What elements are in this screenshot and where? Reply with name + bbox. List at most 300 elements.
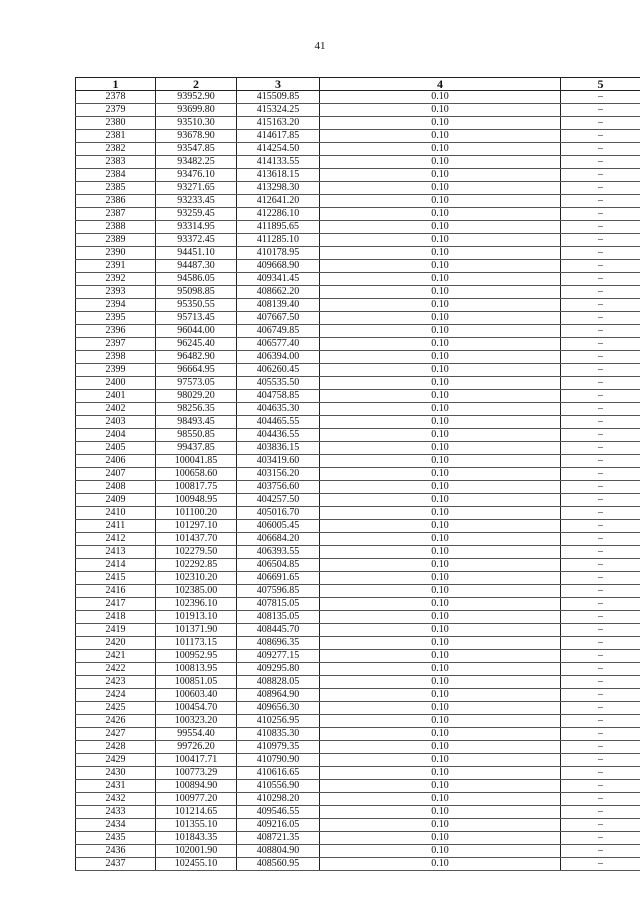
cell-value: 0.10 <box>320 130 561 143</box>
cell-note: – <box>561 845 640 858</box>
cell-note: – <box>561 507 640 520</box>
cell-value: 0.10 <box>320 533 561 546</box>
cell-y-coordinate: 406684.20 <box>237 533 320 546</box>
cell-value: 0.10 <box>320 247 561 260</box>
cell-value: 0.10 <box>320 572 561 585</box>
cell-x-coordinate: 100658.60 <box>156 468 237 481</box>
cell-value: 0.10 <box>320 494 561 507</box>
table-row <box>76 741 640 754</box>
cell-point-number: 2413 <box>76 546 156 559</box>
cell-note: – <box>561 494 640 507</box>
cell-point-number: 2405 <box>76 442 156 455</box>
cell-value: 0.10 <box>320 832 561 845</box>
cell-value: 0.10 <box>320 845 561 858</box>
cell-y-coordinate: 405535.50 <box>237 377 320 390</box>
cell-value: 0.10 <box>320 468 561 481</box>
cell-value: 0.10 <box>320 598 561 611</box>
cell-y-coordinate: 408696.35 <box>237 637 320 650</box>
cell-note: – <box>561 156 640 169</box>
cell-y-coordinate: 409295.80 <box>237 663 320 676</box>
cell-value: 0.10 <box>320 286 561 299</box>
cell-point-number: 2393 <box>76 286 156 299</box>
cell-point-number: 2424 <box>76 689 156 702</box>
cell-note: – <box>561 715 640 728</box>
cell-y-coordinate: 409341.45 <box>237 273 320 286</box>
cell-note: – <box>561 819 640 832</box>
cell-point-number: 2430 <box>76 767 156 780</box>
cell-note: – <box>561 650 640 663</box>
cell-point-number: 2411 <box>76 520 156 533</box>
cell-x-coordinate: 102455.10 <box>156 858 237 871</box>
cell-point-number: 2418 <box>76 611 156 624</box>
table-row <box>76 169 640 182</box>
cell-y-coordinate: 412641.20 <box>237 195 320 208</box>
header-col-4: 4 <box>320 78 561 91</box>
table-row <box>76 585 640 598</box>
cell-point-number: 2429 <box>76 754 156 767</box>
cell-point-number: 2382 <box>76 143 156 156</box>
cell-value: 0.10 <box>320 741 561 754</box>
table-row <box>76 260 640 273</box>
cell-y-coordinate: 408828.05 <box>237 676 320 689</box>
cell-value: 0.10 <box>320 104 561 117</box>
table-row <box>76 455 640 468</box>
table-row <box>76 559 640 572</box>
cell-note: – <box>561 338 640 351</box>
table-row <box>76 624 640 637</box>
cell-note: – <box>561 702 640 715</box>
table-row <box>76 364 640 377</box>
cell-point-number: 2389 <box>76 234 156 247</box>
cell-point-number: 2427 <box>76 728 156 741</box>
table-row <box>76 286 640 299</box>
cell-y-coordinate: 408662.20 <box>237 286 320 299</box>
cell-value: 0.10 <box>320 689 561 702</box>
cell-point-number: 2391 <box>76 260 156 273</box>
cell-x-coordinate: 93372.45 <box>156 234 237 247</box>
cell-x-coordinate: 96044.00 <box>156 325 237 338</box>
cell-note: – <box>561 468 640 481</box>
cell-value: 0.10 <box>320 780 561 793</box>
cell-y-coordinate: 408964.90 <box>237 689 320 702</box>
cell-x-coordinate: 100948.95 <box>156 494 237 507</box>
cell-y-coordinate: 407667.50 <box>237 312 320 325</box>
cell-note: – <box>561 312 640 325</box>
cell-point-number: 2414 <box>76 559 156 572</box>
cell-point-number: 2416 <box>76 585 156 598</box>
cell-note: – <box>561 559 640 572</box>
cell-x-coordinate: 95713.45 <box>156 312 237 325</box>
page-number: 41 <box>314 40 326 52</box>
cell-y-coordinate: 409216.05 <box>237 819 320 832</box>
cell-value: 0.10 <box>320 429 561 442</box>
table-row <box>76 117 640 130</box>
header-row <box>76 78 640 91</box>
cell-y-coordinate: 409656.30 <box>237 702 320 715</box>
cell-y-coordinate: 408445.70 <box>237 624 320 637</box>
cell-point-number: 2395 <box>76 312 156 325</box>
table-row <box>76 611 640 624</box>
cell-note: – <box>561 689 640 702</box>
cell-note: – <box>561 208 640 221</box>
table-row <box>76 247 640 260</box>
table-row <box>76 221 640 234</box>
cell-x-coordinate: 102001.90 <box>156 845 237 858</box>
cell-note: – <box>561 611 640 624</box>
cell-y-coordinate: 411285.10 <box>237 234 320 247</box>
table-row <box>76 572 640 585</box>
table-body <box>76 91 640 871</box>
table-row <box>76 663 640 676</box>
cell-value: 0.10 <box>320 143 561 156</box>
cell-x-coordinate: 95098.85 <box>156 286 237 299</box>
cell-note: – <box>561 91 640 104</box>
cell-note: – <box>561 403 640 416</box>
table-row <box>76 689 640 702</box>
cell-x-coordinate: 100977.20 <box>156 793 237 806</box>
cell-x-coordinate: 102396.10 <box>156 598 237 611</box>
cell-y-coordinate: 403836.15 <box>237 442 320 455</box>
cell-point-number: 2433 <box>76 806 156 819</box>
cell-value: 0.10 <box>320 611 561 624</box>
cell-value: 0.10 <box>320 767 561 780</box>
table-row <box>76 312 640 325</box>
cell-value: 0.10 <box>320 507 561 520</box>
cell-y-coordinate: 406691.65 <box>237 572 320 585</box>
cell-value: 0.10 <box>320 169 561 182</box>
table-header <box>76 78 640 91</box>
cell-y-coordinate: 406005.45 <box>237 520 320 533</box>
cell-note: – <box>561 572 640 585</box>
cell-x-coordinate: 100041.85 <box>156 455 237 468</box>
cell-x-coordinate: 100851.05 <box>156 676 237 689</box>
cell-point-number: 2403 <box>76 416 156 429</box>
cell-y-coordinate: 415509.85 <box>237 91 320 104</box>
cell-value: 0.10 <box>320 637 561 650</box>
cell-y-coordinate: 409546.55 <box>237 806 320 819</box>
cell-value: 0.10 <box>320 754 561 767</box>
cell-y-coordinate: 406577.40 <box>237 338 320 351</box>
cell-x-coordinate: 93952.90 <box>156 91 237 104</box>
cell-x-coordinate: 96245.40 <box>156 338 237 351</box>
cell-y-coordinate: 404436.55 <box>237 429 320 442</box>
cell-x-coordinate: 101355.10 <box>156 819 237 832</box>
cell-point-number: 2381 <box>76 130 156 143</box>
table-row <box>76 143 640 156</box>
cell-note: – <box>561 325 640 338</box>
table-row <box>76 104 640 117</box>
cell-x-coordinate: 100773.29 <box>156 767 237 780</box>
cell-value: 0.10 <box>320 442 561 455</box>
cell-y-coordinate: 403756.60 <box>237 481 320 494</box>
cell-x-coordinate: 101173.15 <box>156 637 237 650</box>
cell-point-number: 2434 <box>76 819 156 832</box>
cell-x-coordinate: 93699.80 <box>156 104 237 117</box>
cell-note: – <box>561 754 640 767</box>
cell-y-coordinate: 406749.85 <box>237 325 320 338</box>
cell-y-coordinate: 406260.45 <box>237 364 320 377</box>
cell-y-coordinate: 404758.85 <box>237 390 320 403</box>
cell-note: – <box>561 117 640 130</box>
cell-y-coordinate: 404257.50 <box>237 494 320 507</box>
cell-y-coordinate: 403156.20 <box>237 468 320 481</box>
cell-y-coordinate: 408139.40 <box>237 299 320 312</box>
cell-point-number: 2436 <box>76 845 156 858</box>
cell-value: 0.10 <box>320 117 561 130</box>
table-row <box>76 91 640 104</box>
cell-value: 0.10 <box>320 585 561 598</box>
table-row <box>76 676 640 689</box>
cell-value: 0.10 <box>320 390 561 403</box>
cell-y-coordinate: 410790.90 <box>237 754 320 767</box>
table-row <box>76 208 640 221</box>
cell-value: 0.10 <box>320 806 561 819</box>
cell-point-number: 2420 <box>76 637 156 650</box>
table-row <box>76 767 640 780</box>
cell-value: 0.10 <box>320 234 561 247</box>
cell-point-number: 2386 <box>76 195 156 208</box>
cell-point-number: 2401 <box>76 390 156 403</box>
cell-value: 0.10 <box>320 676 561 689</box>
cell-y-coordinate: 406394.00 <box>237 351 320 364</box>
cell-point-number: 2419 <box>76 624 156 637</box>
cell-point-number: 2396 <box>76 325 156 338</box>
cell-point-number: 2380 <box>76 117 156 130</box>
cell-x-coordinate: 102279.50 <box>156 546 237 559</box>
cell-point-number: 2383 <box>76 156 156 169</box>
cell-value: 0.10 <box>320 702 561 715</box>
cell-y-coordinate: 410298.20 <box>237 793 320 806</box>
cell-point-number: 2425 <box>76 702 156 715</box>
cell-x-coordinate: 101100.20 <box>156 507 237 520</box>
cell-note: – <box>561 273 640 286</box>
cell-point-number: 2384 <box>76 169 156 182</box>
cell-note: – <box>561 286 640 299</box>
cell-point-number: 2421 <box>76 650 156 663</box>
cell-note: – <box>561 663 640 676</box>
cell-point-number: 2407 <box>76 468 156 481</box>
table-row <box>76 533 640 546</box>
cell-x-coordinate: 100952.95 <box>156 650 237 663</box>
cell-x-coordinate: 99554.40 <box>156 728 237 741</box>
cell-y-coordinate: 408721.35 <box>237 832 320 845</box>
cell-point-number: 2388 <box>76 221 156 234</box>
cell-value: 0.10 <box>320 260 561 273</box>
cell-y-coordinate: 413298.30 <box>237 182 320 195</box>
cell-note: – <box>561 221 640 234</box>
cell-y-coordinate: 414254.50 <box>237 143 320 156</box>
cell-value: 0.10 <box>320 299 561 312</box>
cell-y-coordinate: 403419.60 <box>237 455 320 468</box>
cell-x-coordinate: 93314.95 <box>156 221 237 234</box>
cell-note: – <box>561 598 640 611</box>
cell-x-coordinate: 101214.65 <box>156 806 237 819</box>
cell-point-number: 2408 <box>76 481 156 494</box>
cell-note: – <box>561 377 640 390</box>
cell-point-number: 2385 <box>76 182 156 195</box>
cell-value: 0.10 <box>320 364 561 377</box>
cell-note: – <box>561 130 640 143</box>
table-row <box>76 702 640 715</box>
cell-x-coordinate: 93233.45 <box>156 195 237 208</box>
cell-note: – <box>561 832 640 845</box>
cell-x-coordinate: 99726.20 <box>156 741 237 754</box>
cell-point-number: 2398 <box>76 351 156 364</box>
table-row <box>76 858 640 871</box>
cell-point-number: 2378 <box>76 91 156 104</box>
cell-point-number: 2400 <box>76 377 156 390</box>
table-row <box>76 637 640 650</box>
cell-y-coordinate: 413618.15 <box>237 169 320 182</box>
table-row <box>76 728 640 741</box>
cell-x-coordinate: 93510.30 <box>156 117 237 130</box>
cell-x-coordinate: 98493.45 <box>156 416 237 429</box>
table-row <box>76 429 640 442</box>
cell-y-coordinate: 410556.90 <box>237 780 320 793</box>
cell-note: – <box>561 260 640 273</box>
cell-point-number: 2428 <box>76 741 156 754</box>
cell-value: 0.10 <box>320 416 561 429</box>
cell-x-coordinate: 102385.00 <box>156 585 237 598</box>
cell-point-number: 2412 <box>76 533 156 546</box>
cell-x-coordinate: 100894.90 <box>156 780 237 793</box>
cell-x-coordinate: 94487.30 <box>156 260 237 273</box>
cell-y-coordinate: 404465.55 <box>237 416 320 429</box>
cell-point-number: 2435 <box>76 832 156 845</box>
cell-point-number: 2415 <box>76 572 156 585</box>
cell-y-coordinate: 415324.25 <box>237 104 320 117</box>
cell-y-coordinate: 406504.85 <box>237 559 320 572</box>
cell-note: – <box>561 416 640 429</box>
cell-y-coordinate: 406393.55 <box>237 546 320 559</box>
cell-value: 0.10 <box>320 858 561 871</box>
cell-value: 0.10 <box>320 546 561 559</box>
cell-x-coordinate: 98550.85 <box>156 429 237 442</box>
cell-note: – <box>561 858 640 871</box>
header-col-2: 2 <box>156 78 237 91</box>
cell-note: – <box>561 793 640 806</box>
cell-value: 0.10 <box>320 377 561 390</box>
cell-note: – <box>561 143 640 156</box>
cell-note: – <box>561 585 640 598</box>
table-row <box>76 481 640 494</box>
cell-note: – <box>561 624 640 637</box>
cell-x-coordinate: 94451.10 <box>156 247 237 260</box>
table-row <box>76 182 640 195</box>
table-row <box>76 234 640 247</box>
table-row <box>76 715 640 728</box>
cell-note: – <box>561 546 640 559</box>
cell-y-coordinate: 404635.30 <box>237 403 320 416</box>
table-row <box>76 130 640 143</box>
cell-value: 0.10 <box>320 624 561 637</box>
cell-value: 0.10 <box>320 650 561 663</box>
cell-x-coordinate: 101371.90 <box>156 624 237 637</box>
table-row <box>76 156 640 169</box>
cell-x-coordinate: 93482.25 <box>156 156 237 169</box>
cell-y-coordinate: 410256.95 <box>237 715 320 728</box>
cell-value: 0.10 <box>320 559 561 572</box>
cell-x-coordinate: 96482.90 <box>156 351 237 364</box>
cell-point-number: 2431 <box>76 780 156 793</box>
cell-value: 0.10 <box>320 208 561 221</box>
cell-x-coordinate: 100817.75 <box>156 481 237 494</box>
cell-y-coordinate: 410178.95 <box>237 247 320 260</box>
cell-point-number: 2437 <box>76 858 156 871</box>
cell-note: – <box>561 351 640 364</box>
cell-value: 0.10 <box>320 403 561 416</box>
cell-value: 0.10 <box>320 338 561 351</box>
cell-point-number: 2392 <box>76 273 156 286</box>
table-row <box>76 520 640 533</box>
cell-y-coordinate: 412286.10 <box>237 208 320 221</box>
cell-y-coordinate: 407596.85 <box>237 585 320 598</box>
cell-x-coordinate: 102292.85 <box>156 559 237 572</box>
table-row <box>76 780 640 793</box>
table-row <box>76 754 640 767</box>
cell-y-coordinate: 410835.30 <box>237 728 320 741</box>
cell-y-coordinate: 408560.95 <box>237 858 320 871</box>
cell-x-coordinate: 93271.65 <box>156 182 237 195</box>
cell-point-number: 2422 <box>76 663 156 676</box>
cell-x-coordinate: 100603.40 <box>156 689 237 702</box>
cell-note: – <box>561 182 640 195</box>
cell-note: – <box>561 247 640 260</box>
cell-x-coordinate: 98029.20 <box>156 390 237 403</box>
cell-y-coordinate: 409277.15 <box>237 650 320 663</box>
cell-point-number: 2426 <box>76 715 156 728</box>
cell-y-coordinate: 410979.35 <box>237 741 320 754</box>
cell-value: 0.10 <box>320 520 561 533</box>
table-row <box>76 390 640 403</box>
cell-note: – <box>561 481 640 494</box>
header-col-1: 1 <box>76 78 156 91</box>
table-row <box>76 403 640 416</box>
cell-x-coordinate: 101437.70 <box>156 533 237 546</box>
cell-point-number: 2402 <box>76 403 156 416</box>
cell-point-number: 2387 <box>76 208 156 221</box>
cell-y-coordinate: 409668.90 <box>237 260 320 273</box>
table-row <box>76 598 640 611</box>
table-row <box>76 507 640 520</box>
cell-y-coordinate: 405016.70 <box>237 507 320 520</box>
table-row <box>76 273 640 286</box>
table-row <box>76 845 640 858</box>
cell-value: 0.10 <box>320 182 561 195</box>
cell-value: 0.10 <box>320 351 561 364</box>
cell-value: 0.10 <box>320 715 561 728</box>
coordinates-table <box>75 77 640 871</box>
cell-note: – <box>561 520 640 533</box>
cell-note: – <box>561 104 640 117</box>
table-row <box>76 806 640 819</box>
cell-point-number: 2409 <box>76 494 156 507</box>
cell-value: 0.10 <box>320 221 561 234</box>
cell-y-coordinate: 414617.85 <box>237 130 320 143</box>
cell-point-number: 2406 <box>76 455 156 468</box>
cell-value: 0.10 <box>320 455 561 468</box>
cell-note: – <box>561 780 640 793</box>
cell-point-number: 2379 <box>76 104 156 117</box>
cell-point-number: 2397 <box>76 338 156 351</box>
cell-point-number: 2404 <box>76 429 156 442</box>
cell-value: 0.10 <box>320 195 561 208</box>
table-row <box>76 650 640 663</box>
cell-x-coordinate: 95350.55 <box>156 299 237 312</box>
cell-value: 0.10 <box>320 91 561 104</box>
cell-x-coordinate: 94586.05 <box>156 273 237 286</box>
cell-note: – <box>561 299 640 312</box>
